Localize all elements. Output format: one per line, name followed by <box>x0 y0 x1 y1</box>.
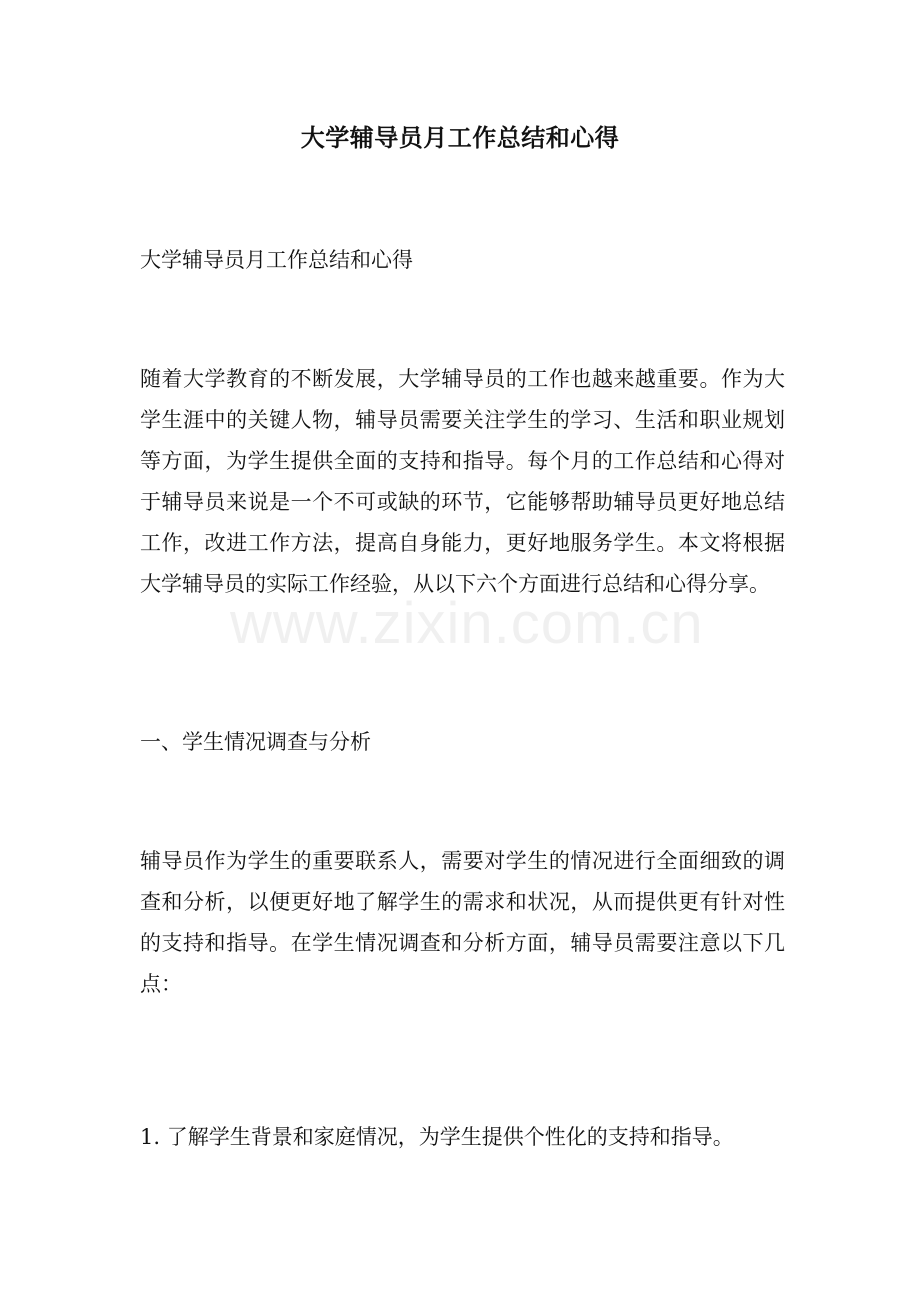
section-heading: 一、学生情况调查与分析 <box>140 730 371 754</box>
document-subtitle: 大学辅导员月工作总结和心得 <box>140 248 413 272</box>
intro-paragraph: 随着大学教育的不断发展，大学辅导员的工作也越来越重要。作为大学生涯中的关键人物，辅导员需要关注学生的学习、生活和职业规划等方面，为学生提供全面的支持和指导。每个月的工作总结和心得对于辅导员来说是一个不可或缺的环节，它能够帮助辅导员更好地总结工作，改进工作方法，提高自身能力，更好地服务学生。本文将根据大学辅导员的实际工作经验，从以下六个方面进行总结和心得分享。 <box>140 367 785 596</box>
section-paragraph: 辅导员作为学生的重要联系人，需要对学生的情况进行全面细致的调查和分析，以便更好地了解学生的需求和状况，从而提供更有针对性的支持和指导。在学生情况调查和分析方面，辅导员需要注意以下几点： <box>140 849 785 996</box>
list-item: 1. 了解学生背景和家庭情况，为学生提供个性化的支持和指导。 <box>140 1125 734 1149</box>
document-title: 大学辅导员月工作总结和心得 <box>300 123 620 152</box>
watermark: www.zixin.com.cn <box>230 591 704 656</box>
